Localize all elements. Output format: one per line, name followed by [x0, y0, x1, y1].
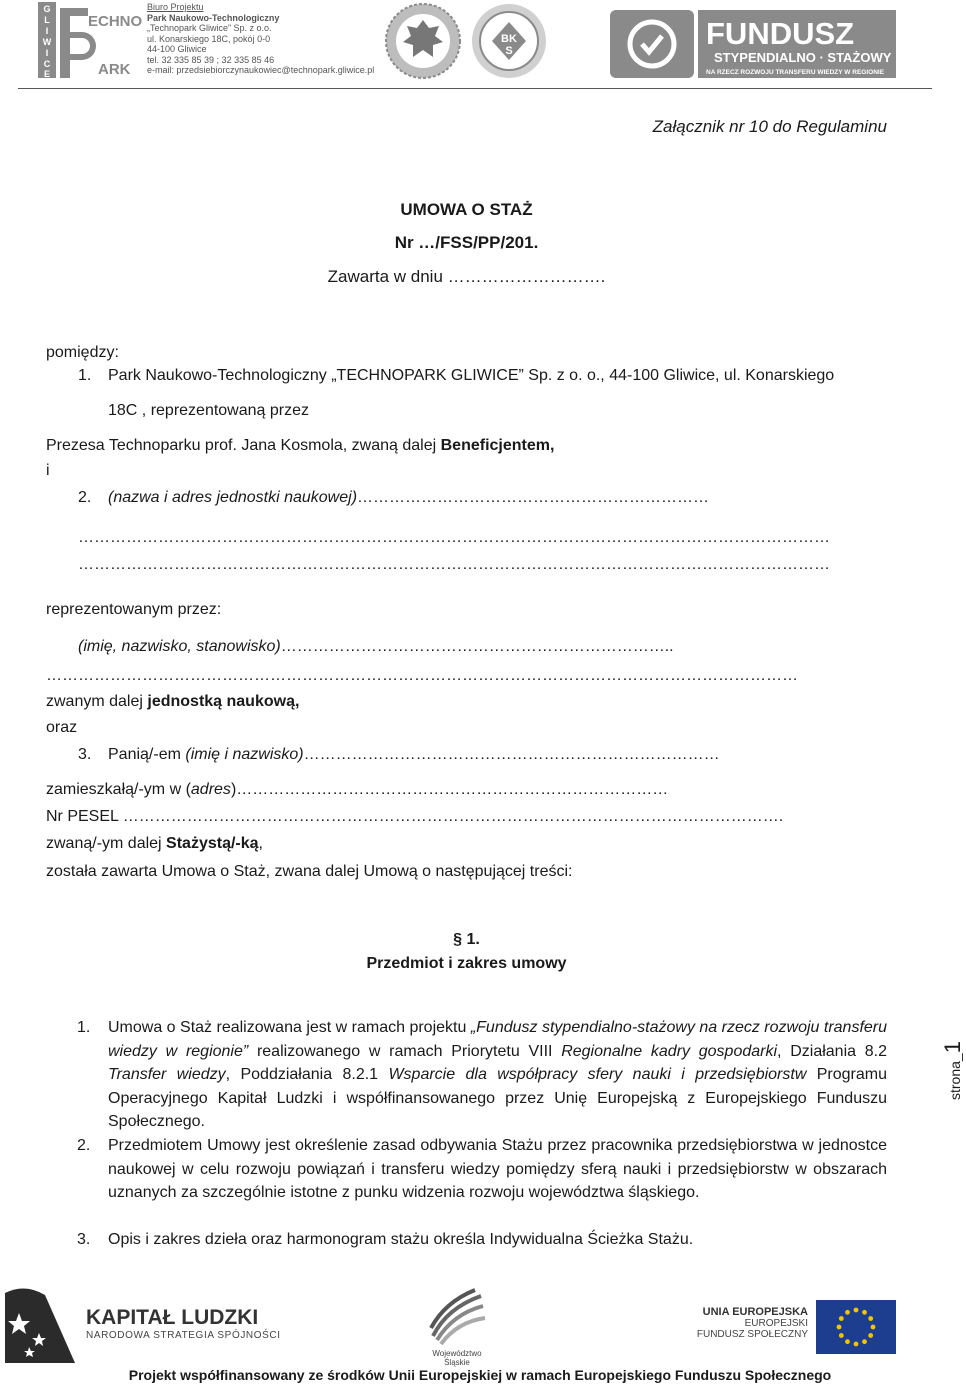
clause-text: Opis i zakres dzieła oraz harmonogram stażu określa Indywidualna Ścieżka Stażu.: [108, 1231, 694, 1248]
beneficiary-term: Beneficjentem,: [440, 437, 555, 454]
svg-text:G: G: [43, 4, 51, 14]
representative-field-dots[interactable]: ………………………………………………………………..: [280, 638, 674, 655]
svg-text:I: I: [45, 26, 49, 36]
party-1-representative: [46, 436, 554, 456]
party-1-rep-text: Prezesa Technoparku prof. Jana Kosmola, zwaną dalej: [46, 437, 441, 454]
party-3-field-label: (imię i nazwisko): [185, 746, 304, 763]
address-field-label: adres: [190, 781, 231, 798]
eu-flag: [816, 1300, 896, 1354]
clause-italic-text: Wsparcie dla współpracy sfery nauki i przedsiębiorstw: [388, 1066, 807, 1083]
clause-number: 3.: [77, 1231, 91, 1248]
eu-star: [854, 1342, 859, 1347]
cofinancing-note: Projekt współfinansowany ze środków Unii Europejskiej w ramach Europejskiego Funduszu Społecznego: [128, 1367, 832, 1383]
clause-text: , Poddziałania 8.2.1: [225, 1066, 389, 1083]
fss-subtitle: STYPENDIALNO · STAŻOWY: [714, 50, 892, 65]
office-email[interactable]: e-mail: przedsiebiorczynaukowiec@technopark.gliwice.pl: [147, 65, 375, 75]
eu-star: [845, 1310, 850, 1315]
pesel-line[interactable]: Nr PESEL …………………………………………………………………………………………………………….: [46, 808, 784, 825]
header-divider: [18, 88, 932, 89]
intern-definition-text: zwaną/-ym dalej: [46, 835, 167, 852]
svg-text:C: C: [43, 59, 51, 69]
clause-text: Przedmiotem Umowy jest określenie zasad odbywania Stażu przez pracownika przedsiębiorstwa w jednostce naukowej w celu rozwoju powiązań i transferu wiedzy pomiędzy sferą nauki i przedsiębiorstw w obszarach uznanych za szczególnie istotne z punku widzenia rozwoju województwa śląskiego.: [108, 1137, 887, 1201]
eu-star: [871, 1325, 876, 1330]
bks-seal: [470, 2, 548, 80]
contract-number: Nr …/FSS/PP/201.: [394, 233, 539, 252]
page-label: strona_: [947, 1053, 963, 1100]
concluded-statement: została zawarta Umowa o Staż, zwana dalej Umową o następującej treści:: [46, 863, 573, 880]
party-2-field-dots[interactable]: …………………………………………………………: [357, 489, 710, 506]
clause-text: realizowanego w ramach Priorytetu VIII: [248, 1042, 562, 1060]
section-title: Przedmiot i zakres umowy: [366, 955, 567, 972]
representative-line: [78, 637, 887, 657]
attachment-note: Załącznik nr 10 do Regulaminu: [652, 117, 887, 136]
clause-text: Umowa o Staż realizowana jest w ramach projektu: [108, 1019, 471, 1036]
blank-line[interactable]: ……………………………………………………………………………………………………………………………: [78, 556, 830, 573]
fss-tagline: NA RZECZ ROZWOJU TRANSFERU WIEDZY W REGIONIE: [706, 69, 885, 76]
party-3-line: [108, 745, 720, 765]
kapital-ludzki-logo: [86, 1306, 281, 1341]
page-number-value: 1: [940, 1041, 965, 1054]
clause-item: [77, 1228, 887, 1252]
eu-fund-line: FUNDUSZ SPOŁECZNY: [696, 1329, 808, 1340]
clause-number: 1.: [77, 1019, 91, 1036]
office-line: tel. 32 335 85 39 ; 32 335 85 46: [147, 54, 275, 65]
party-3-number: 3.: [78, 746, 92, 763]
clause-text: , Działania 8.2: [777, 1042, 888, 1060]
clause-item: [77, 1134, 887, 1205]
intern-term: Stażystą/-ką: [166, 835, 259, 852]
party-2-line: [108, 488, 709, 508]
eu-star: [854, 1308, 859, 1313]
eu-title: UNIA EUROPEJSKA: [702, 1306, 808, 1318]
svg-text:L: L: [44, 15, 50, 25]
intern-definition-comma: ,: [258, 835, 263, 852]
project-office-info: [147, 2, 374, 76]
kapital-ludzki-subtitle: NARODOWA STRATEGIA SPÓJNOŚCI: [86, 1330, 281, 1341]
clause-italic-text: Transfer wiedzy: [108, 1066, 226, 1083]
represented-by-label: reprezentowanym przez:: [46, 601, 222, 618]
blank-line[interactable]: ……………………………………………………………………………………………………………………………: [78, 529, 830, 546]
office-line: Biuro Projektu: [147, 2, 204, 12]
eu-star: [839, 1333, 844, 1338]
eu-star: [868, 1333, 873, 1338]
between-label: pomiędzy:: [46, 344, 119, 361]
wojewodztwo-slaskie-logo: [422, 1288, 492, 1368]
office-line: ul. Konarskiego 18C, pokój 0-0: [147, 33, 271, 44]
office-line: Park Naukowo-Technologiczny: [147, 12, 280, 23]
scientific-unit-term: jednostką naukową,: [147, 693, 300, 710]
representative-field-label: (imię, nazwisko, stanowisko): [78, 638, 281, 655]
office-line: „Technopark Gliwice” Sp. z o.o.: [147, 23, 272, 33]
office-line: 44-100 Gliwice: [147, 44, 207, 54]
eu-star: [862, 1310, 867, 1315]
svg-text:BK: BK: [501, 33, 517, 45]
fundusz-stypendialno-stazowy-logo: [610, 8, 896, 80]
section-number: § 1.: [453, 931, 480, 948]
party-3-text: Panią/-em: [108, 746, 186, 763]
technopark-logo: [38, 2, 143, 79]
svg-text:E: E: [43, 69, 51, 79]
party-3-field-dots[interactable]: ……………………………………………………………………: [303, 746, 720, 763]
address-text: zamieszkałą/-ym w (: [46, 781, 191, 798]
politechnika-slaska-seal: [384, 2, 462, 80]
eu-star: [837, 1325, 842, 1330]
unit-definition-text: zwanym dalej: [46, 693, 148, 710]
eu-stars-icon: [816, 1300, 896, 1354]
party-2-field-label: (nazwa i adres jednostki naukowej): [108, 489, 358, 506]
unit-definition: [46, 692, 299, 712]
voivodeship-line: Województwo: [432, 1349, 482, 1358]
svg-text:S: S: [505, 45, 513, 57]
party-1-line: Park Naukowo-Technologiczny „TECHNOPARK GLIWICE” Sp. z o. o., 44-100 Gliwice, ul. Konarskiego: [108, 367, 835, 384]
intern-definition: [46, 834, 263, 854]
svg-text:I: I: [45, 48, 49, 58]
eu-star: [868, 1316, 873, 1321]
clause-italic-text: „Fundusz stypendialno-stażowy na rzecz rozwoju transferu wiedzy w regionie”: [108, 1019, 888, 1060]
address-line: [46, 780, 668, 800]
clause-text: Programu Operacyjnego Kapitał Ludzki i współfinansowanego przez Unię Europejską z Europejskiego Funduszu Społecznego.: [108, 1066, 888, 1130]
fss-title: FUNDUSZ: [706, 16, 855, 51]
blank-line[interactable]: ……………………………………………………………………………………………………………………………: [46, 667, 798, 684]
eu-star: [845, 1339, 850, 1344]
voivodeship-line: Śląskie: [444, 1358, 470, 1367]
kapital-ludzki-emblem: [5, 1283, 75, 1363]
contract-date-line: Zawarta w dniu ……………………….: [327, 267, 606, 286]
eu-fund-line: EUROPEJSKI: [744, 1318, 808, 1329]
contract-title: UMOWA O STAŻ: [400, 200, 533, 219]
address-field-dots[interactable]: )………………………………………………………………………: [230, 781, 669, 798]
and-connector: oraz: [46, 719, 78, 736]
page-number: [940, 1041, 966, 1100]
eu-star: [862, 1339, 867, 1344]
technopark-logo-ark: ARK: [98, 61, 131, 78]
and-connector: i: [46, 462, 50, 479]
eu-star: [839, 1316, 844, 1321]
clause-item: [77, 1016, 888, 1134]
clause-number: 2.: [77, 1137, 91, 1154]
eu-text-block: [686, 1306, 808, 1340]
party-2-number: 2.: [78, 489, 92, 506]
kapital-ludzki-title: KAPITAŁ LUDZKI: [86, 1306, 259, 1329]
technopark-logo-echno: ECHNO: [88, 13, 143, 30]
clause-italic-text: Regionalne kadry gospodarki: [561, 1042, 778, 1060]
svg-text:W: W: [42, 37, 52, 47]
party-1-line: 18C , reprezentowaną przez: [108, 402, 309, 419]
party-1-number: 1.: [78, 367, 92, 384]
